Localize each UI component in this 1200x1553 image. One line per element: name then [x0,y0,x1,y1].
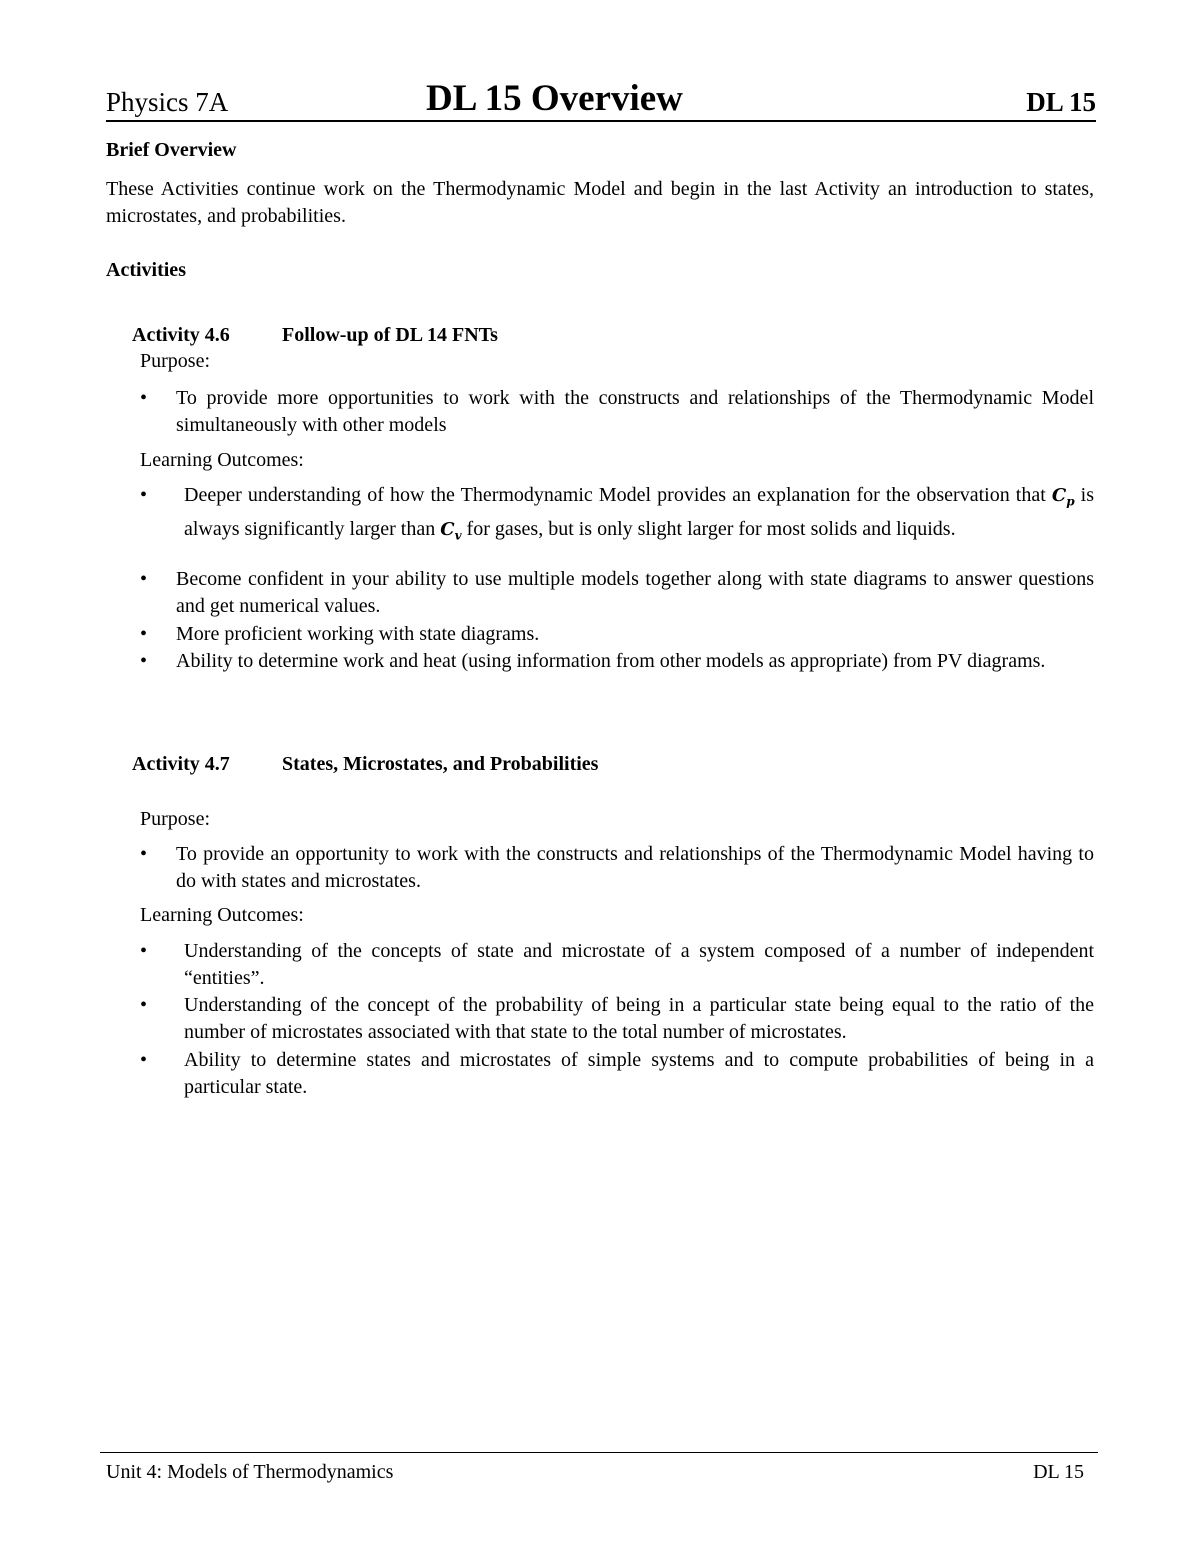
learning-outcomes-label: Learning Outcomes: [140,904,304,926]
activity-4-7-title [132,753,598,776]
list-item-text: More proficient working with state diagrams. [176,623,540,645]
list-item [140,648,1094,675]
cv-symbol: $C_v$ [440,518,462,543]
activity-name: Follow-up of DL 14 FNTs [282,324,498,346]
list-item-text: Understanding of the concept of the probability of being in a particular state being equal to the ratio of the number of microstates associated with that state to the total number of microstates. [184,994,1094,1043]
list-item [140,992,1094,1046]
footer-dl: DL 15 [1033,1461,1084,1483]
list-item-text: To provide more opportunities to work with the constructs and relationships of the Thermodynamic Model simultaneously with other models [176,387,1094,436]
list-item [140,566,1094,620]
list-item-text: To provide an opportunity to work with the constructs and relationships of the Thermodynamic Model having to do with states and microstates. [176,843,1094,892]
learning-outcomes-label: Learning Outcomes: [140,449,304,471]
list-item [140,1047,1094,1101]
bullet-icon: • [140,623,148,645]
list-item [140,482,1094,549]
activities-heading: Activities [106,259,186,281]
bullet-icon: • [140,387,148,409]
cp-symbol: $C_p$ [1051,485,1075,509]
course-name: Physics 7A [106,87,229,117]
page-footer [100,1452,1098,1483]
brief-overview-text: These Activities continue work on the Thermodynamic Model and begin in the last Activity an introduction to states, microstates, and probabilities. [106,178,1094,227]
bullet-icon: • [140,650,148,672]
list-item [140,841,1094,895]
bullet-icon: • [140,568,148,590]
bullet-icon: • [140,1049,148,1071]
page-title: DL 15 Overview [426,78,683,119]
list-item-text: Ability to determine work and heat (using information from other models as appropriate) from PV diagrams. [176,650,1046,672]
header-dl-label: DL 15 [1026,87,1096,117]
list-item-text: Become confident in your ability to use multiple models together along with state diagrams to answer questions and get numerical values. [176,568,1094,617]
bullet-icon: • [140,940,148,962]
page-header [106,74,1096,122]
brief-overview-heading: Brief Overview [106,139,237,161]
list-item-text: Deeper understanding of how the Thermodynamic Model provides an explanation for the observation that $C_p$ is always significantly larger than $C_v$ for gases, but is only slight larger for most solids and liquids. [184,484,1094,543]
purpose-label: Purpose: [140,350,210,372]
list-item [140,621,1094,648]
activity-name: States, Microstates, and Probabilities [282,753,599,775]
list-item [140,385,1094,439]
list-item-text: Ability to determine states and microstates of simple systems and to compute probabilities of being in a particular state. [184,1049,1094,1098]
list-item [140,938,1094,992]
activity-number: Activity 4.6 [132,324,230,346]
bullet-icon: • [140,994,148,1016]
activity-4-6-title [132,324,498,347]
purpose-label: Purpose: [140,808,210,830]
list-item-text: Understanding of the concepts of state and microstate of a system composed of a number of independent “entities”. [184,940,1094,989]
bullet-icon: • [140,843,148,865]
bullet-icon: • [140,484,148,506]
activity-number: Activity 4.7 [132,753,230,775]
footer-unit: Unit 4: Models of Thermodynamics [106,1461,394,1483]
